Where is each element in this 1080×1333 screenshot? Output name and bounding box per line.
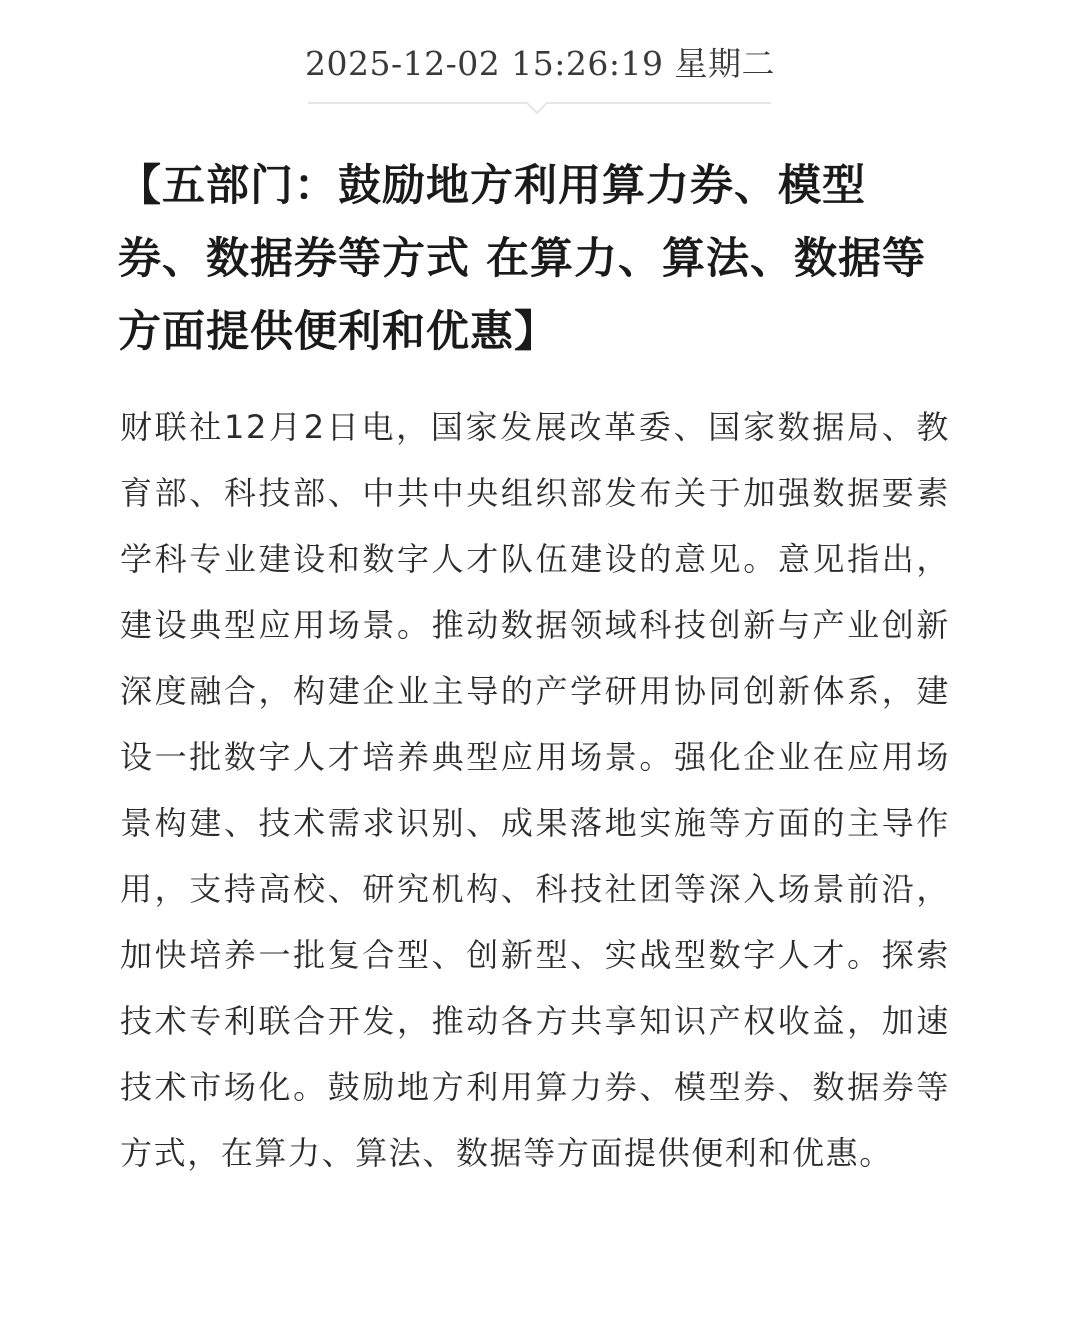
divider-notch-icon [526,92,549,115]
article-headline: 【五部门：鼓励地方利用算力券、模型券、数据券等方式 在算力、算法、数据等方面提供便利和优惠】 [118,161,926,357]
article-body: 财联社12月2日电，国家发展改革委、国家数据局、教育部、科技部、中共中央组织部发布关于加强数据要素学科专业建设和数字人才队伍建设的意见。意见指出，建设典型应用场景。推动数据领域科技创新与产业创新深度融合，构建企业主导的产学研用协同创新体系，建设一批数字人才培养典型应用场景。强化企业在应用场景构建、技术需求识别、成果落地实施等方面的主导作用，支持高校、研究机构、科技社团等深入场景前沿，加快培养一批复合型、创新型、实战型数字人才。探索技术专利联合开发，推动各方共享知识产权收益，加速技术市场化。鼓励地方利用算力券、模型券、数据券等方式，在算力、算法、数据等方面提供便利和优惠。 [120,408,950,1172]
timestamp-bar [0,38,1080,90]
timestamp: 2025-12-02 15:26:19 星期二 [305,44,775,83]
